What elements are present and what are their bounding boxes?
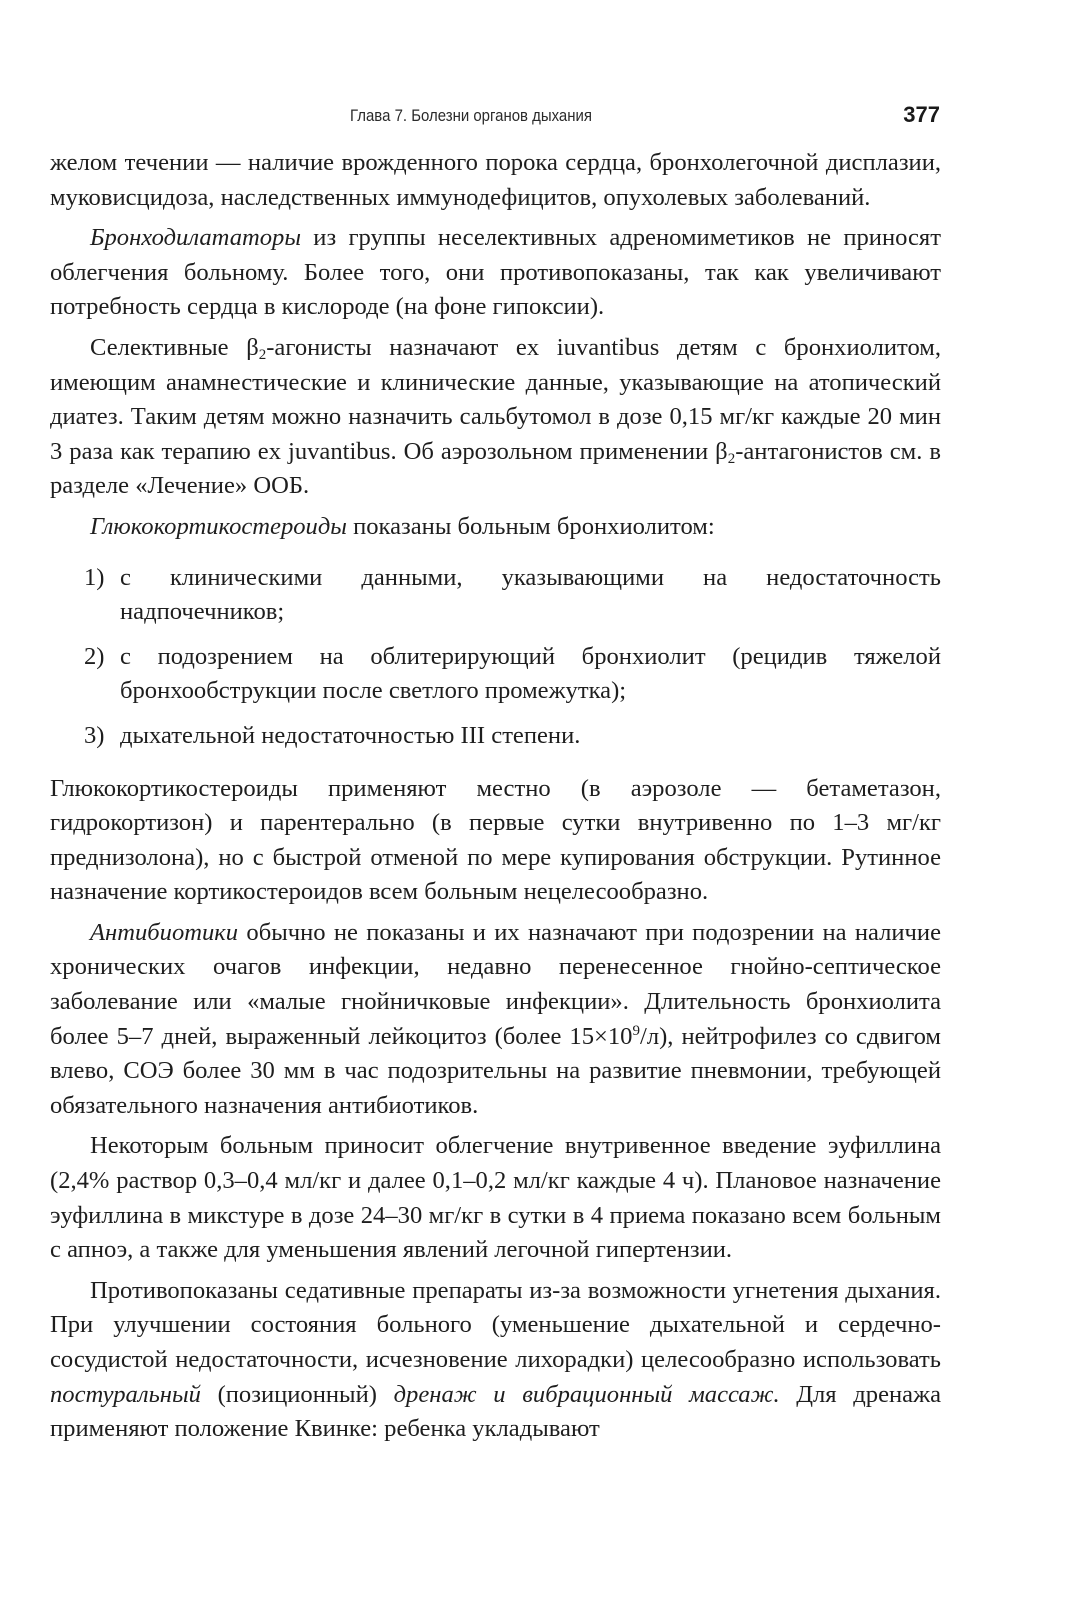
list-item-text: с подозрением на облитерирующий бронхиолит (рецидив тяжелой бронхообструкции после светлого промежутка); bbox=[120, 642, 941, 705]
paragraph-glucocorticoids-intro bbox=[50, 510, 941, 545]
paragraph-text: -агонисты назначают ex iuvantibus детям с бронхиолитом, имеющим анамнестические и клинические данные, указывающие на атопический диатез. Таким детям можно назначить сальбутомол в дозе 0,15 мг/кг каждые 20 мин 3 раза как терапию ex juvantibus. Об аэрозольном применении β bbox=[50, 333, 941, 465]
body-text bbox=[50, 146, 941, 1453]
term-bronchodilators: Бронходилататоры bbox=[90, 224, 302, 252]
paragraph-text: Противопоказаны седативные препараты из-за возможности угнетения дыхания. При улучшении состояния больного (уменьшение дыхательной и сердечно-сосудистой недостаточности, исчезновение лихорадки) целесообразно использовать bbox=[50, 1276, 941, 1373]
page-number: 377 bbox=[903, 102, 940, 127]
paragraph-beta2-agonists bbox=[50, 331, 941, 504]
list-item-text: с клиническими данными, указывающими на недостаточность надпочечников; bbox=[120, 563, 941, 626]
paragraph-text: обычно не показаны и их назначают при подозрении на наличие хронических очагов инфекции, недавно перенесенное гнойно-септическое заболевание или «малые гнойничковые инфекции». Длительность бронхиолита более 5–7 дней, выраженный лейкоцитоз (более 15×10 bbox=[50, 918, 941, 1050]
subscript: 2 bbox=[258, 346, 267, 363]
term-antibiotics: Антибиотики bbox=[90, 918, 239, 946]
paragraph-continuation bbox=[50, 146, 941, 215]
term-postural: постуральный bbox=[50, 1380, 201, 1408]
paragraph-glucocorticoids-usage bbox=[50, 772, 941, 910]
paragraph-text: (позиционный) bbox=[200, 1380, 394, 1408]
paragraph-sedatives-drainage bbox=[50, 1274, 941, 1447]
paragraph-text: Некоторым больным приносит облегчение внутривенное введение эуфиллина (2,4% раствор 0,3–0,4 мл/кг и далее 0,1–0,2 мл/кг каждые 4 ч). Плановое назначение эуфиллина в микстуре в дозе 24–30 мг/кг в сутки в 4 приема показано всем больным с апноэ, а также для уменьшения явлений легочной гипертензии. bbox=[50, 1132, 941, 1264]
term-drainage-massage: дренаж и вибрационный массаж. bbox=[393, 1380, 780, 1408]
paragraph-text: -антагонистов см. в разделе «Лечение» ООБ. bbox=[50, 437, 941, 500]
list-item-text: дыхательной недостаточностью III степени. bbox=[120, 721, 581, 749]
paragraph-text: Для дренажа применяют положение Квинке: ребенка укладывают bbox=[50, 1380, 941, 1443]
paragraph-text: показаны больным бронхиолитом: bbox=[346, 512, 715, 540]
paragraph-text: желом течении — наличие врожденного порока сердца, бронхолегочной дисплазии, муковисцидоза, наследственных иммунодефицитов, опухолевых заболеваний. bbox=[50, 149, 941, 211]
list-item bbox=[50, 640, 941, 709]
term-glucocorticoids: Глюкокортикостероиды bbox=[90, 512, 347, 540]
list-number: 2) bbox=[84, 642, 105, 670]
list-number: 1) bbox=[84, 563, 105, 591]
running-head bbox=[340, 100, 940, 130]
list-item bbox=[50, 561, 941, 630]
chapter-title: Глава 7. Болезни органов дыхания bbox=[350, 106, 592, 125]
list-item bbox=[50, 719, 941, 754]
list-number: 3) bbox=[84, 721, 105, 749]
paragraph-text: из группы неселективных адреномиметиков не приносят облегчения больному. Более того, они противопоказаны, так как увеличивают потребность сердца в кислороде (на фоне гипоксии). bbox=[50, 224, 941, 321]
paragraph-euphyllin bbox=[50, 1129, 941, 1267]
subscript: 2 bbox=[727, 450, 736, 467]
indications-list bbox=[50, 561, 941, 754]
paragraph-antibiotics bbox=[50, 916, 941, 1124]
paragraph-text: /л), нейтрофилез со сдвигом влево, СОЭ более 30 мм в час подозрительны на развитие пневмонии, требующей обязательного назначения антибиотиков. bbox=[50, 1022, 941, 1119]
paragraph-bronchodilators bbox=[50, 221, 941, 325]
paragraph-text: Селективные β bbox=[90, 333, 259, 361]
superscript: 9 bbox=[632, 1022, 640, 1039]
paragraph-text: Глюкокортикостероиды применяют местно (в аэрозоле — бетаметазон, гидрокортизон) и парентерально (в первые сутки внутривенно по 1–3 мг/кг преднизолона), но с быстрой отменой по мере купирования обструкции. Рутинное назначение кортикостероидов всем больным нецелесообразно. bbox=[50, 774, 941, 906]
